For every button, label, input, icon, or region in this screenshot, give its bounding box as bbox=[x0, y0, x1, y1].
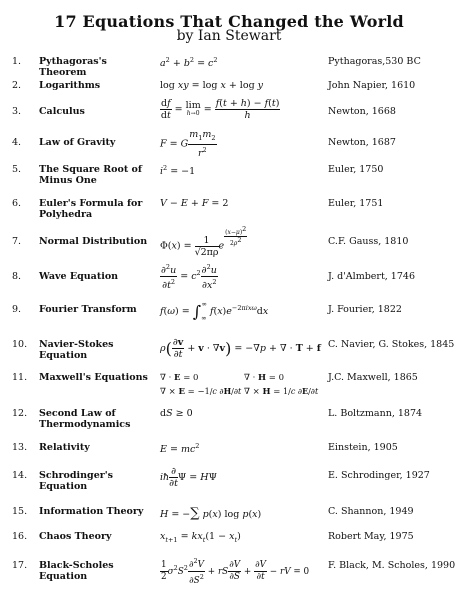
equation-formula: $a^2 + b^2 = c^2$ bbox=[160, 56, 218, 70]
discoverer: Euler, 1750 bbox=[328, 164, 384, 175]
row-number: 12. bbox=[12, 408, 28, 419]
discoverer: C.F. Gauss, 1810 bbox=[328, 236, 409, 247]
equation-formula: $\frac{1}{2}$ $\sigma^2S^2$ $\frac{\partial^2V}{\partial S^2}$ + rS $\frac{\partial V}{\partial S}$ + $\frac{\partial V}{\partial t}$ − rV = 0 bbox=[161, 557, 310, 586]
row-number: 9. bbox=[12, 304, 22, 315]
row-number: 1. bbox=[12, 56, 22, 67]
equation-name: Relativity bbox=[39, 442, 90, 453]
discoverer: Robert May, 1975 bbox=[328, 531, 414, 542]
equation-name: Euler's Formula for Polyhedra bbox=[39, 198, 143, 220]
row-number: 2. bbox=[12, 80, 22, 91]
equation-name: Maxwell's Equations bbox=[39, 372, 148, 383]
equation-formula: F = G $\frac{m_1m_2}{r^2}$ bbox=[160, 129, 216, 160]
discoverer: Newton, 1687 bbox=[328, 137, 396, 148]
discoverer: E. Schrodinger, 1927 bbox=[328, 470, 430, 481]
equation-name: Second Law of Thermodynamics bbox=[39, 408, 131, 430]
discoverer: C. Shannon, 1949 bbox=[328, 506, 414, 517]
equation-formula: $f(\omega) = \int_\infty^\infty$ $f(x)e^{-2\pi ix\omega}dx$ bbox=[160, 300, 269, 322]
equation-name: Navier-Stokes Equation bbox=[39, 339, 114, 361]
equation-name: Information Theory bbox=[39, 506, 144, 517]
row-number: 15. bbox=[12, 506, 28, 517]
equation-name: Law of Gravity bbox=[39, 137, 116, 148]
equation-formula: ρ( $\frac{\partial v}{\partial t}$ + v · ∇v) = −∇p + ∇ · T + f bbox=[160, 337, 321, 360]
equation-formula: $x_{t+1} = kx_t(1 - x_t)$ bbox=[160, 531, 241, 544]
row-number: 6. bbox=[12, 198, 22, 209]
row-number: 13. bbox=[12, 442, 28, 453]
row-number: 16. bbox=[12, 531, 28, 542]
equation-name: Pythagoras's Theorem bbox=[39, 56, 107, 78]
discoverer: J. d'Almbert, 1746 bbox=[328, 271, 415, 282]
equation-formula: iħ $\frac{\partial}{\partial t}$ Ψ = HΨ bbox=[160, 466, 217, 489]
equation-name: Chaos Theory bbox=[39, 531, 112, 542]
equation-formula: $i^2 = -1$ bbox=[160, 164, 196, 178]
equation-name: Normal Distribution bbox=[39, 236, 148, 247]
equation-name: Schrodinger's Equation bbox=[39, 470, 114, 492]
discoverer: F. Black, M. Scholes, 1990 bbox=[328, 560, 456, 571]
discoverer: John Napier, 1610 bbox=[328, 80, 416, 91]
equation-name: Wave Equation bbox=[39, 271, 119, 282]
equation-name: Fourier Transform bbox=[39, 304, 137, 315]
equation-name: Black-Scholes Equation bbox=[39, 560, 114, 582]
equation-formula: H = −∑ p(x) log p(x) bbox=[160, 506, 262, 521]
row-number: 7. bbox=[12, 236, 22, 247]
row-number: 17. bbox=[12, 560, 28, 571]
row-number: 3. bbox=[12, 106, 22, 117]
discoverer: Einstein, 1905 bbox=[328, 442, 398, 453]
discoverer: Euler, 1751 bbox=[328, 198, 384, 209]
equation-formula: ∇ · E = 0 ∇ · H = 0 ∇ × E = −1/c ∂H/∂t ∇ × H = 1/c ∂E/∂t bbox=[160, 373, 319, 397]
discoverer: C. Navier, G. Stokes, 1845 bbox=[328, 339, 455, 350]
equation-formula: dS ≥ 0 bbox=[160, 408, 193, 419]
equation-formula: Φ(x) = $\frac{1}{√2\pi\rho}$ e $^{\frac{(x-\mu)^2}{2\rho^2}}$ bbox=[160, 225, 247, 258]
row-number: 5. bbox=[12, 164, 22, 175]
discoverer: J.C. Maxwell, 1865 bbox=[328, 372, 418, 383]
equation-formula: log xy = log x + log y bbox=[160, 80, 264, 91]
equation-name: Calculus bbox=[39, 106, 85, 117]
row-number: 10. bbox=[12, 339, 28, 350]
equation-name: The Square Root of Minus One bbox=[39, 164, 142, 186]
page-subtitle: by Ian Stewart bbox=[176, 28, 282, 44]
equation-formula: $E = mc^2$ bbox=[160, 442, 200, 456]
discoverer: L. Boltzmann, 1874 bbox=[328, 408, 423, 419]
row-number: 11. bbox=[12, 372, 28, 383]
equation-formula: V − E + F = 2 bbox=[160, 198, 229, 209]
discoverer: Newton, 1668 bbox=[328, 106, 396, 117]
row-number: 8. bbox=[12, 271, 22, 282]
equation-formula: $\frac{\partial^2u}{\partial t^2}$ = $c^2$ $\frac{\partial^2u}{\partial x^2}$ bbox=[161, 263, 217, 292]
page-title: 17 Equations That Changed the World bbox=[54, 12, 404, 31]
equation-formula: $\frac{df}{dt}$ = lim h→0 = $\frac{f(t + h) - f(t)}{h}$ bbox=[160, 98, 280, 121]
discoverer: J. Fourier, 1822 bbox=[328, 304, 402, 315]
equation-name: Logarithms bbox=[39, 80, 101, 91]
row-number: 14. bbox=[12, 470, 28, 481]
discoverer: Pythagoras,530 BC bbox=[328, 56, 421, 67]
row-number: 4. bbox=[12, 137, 22, 148]
